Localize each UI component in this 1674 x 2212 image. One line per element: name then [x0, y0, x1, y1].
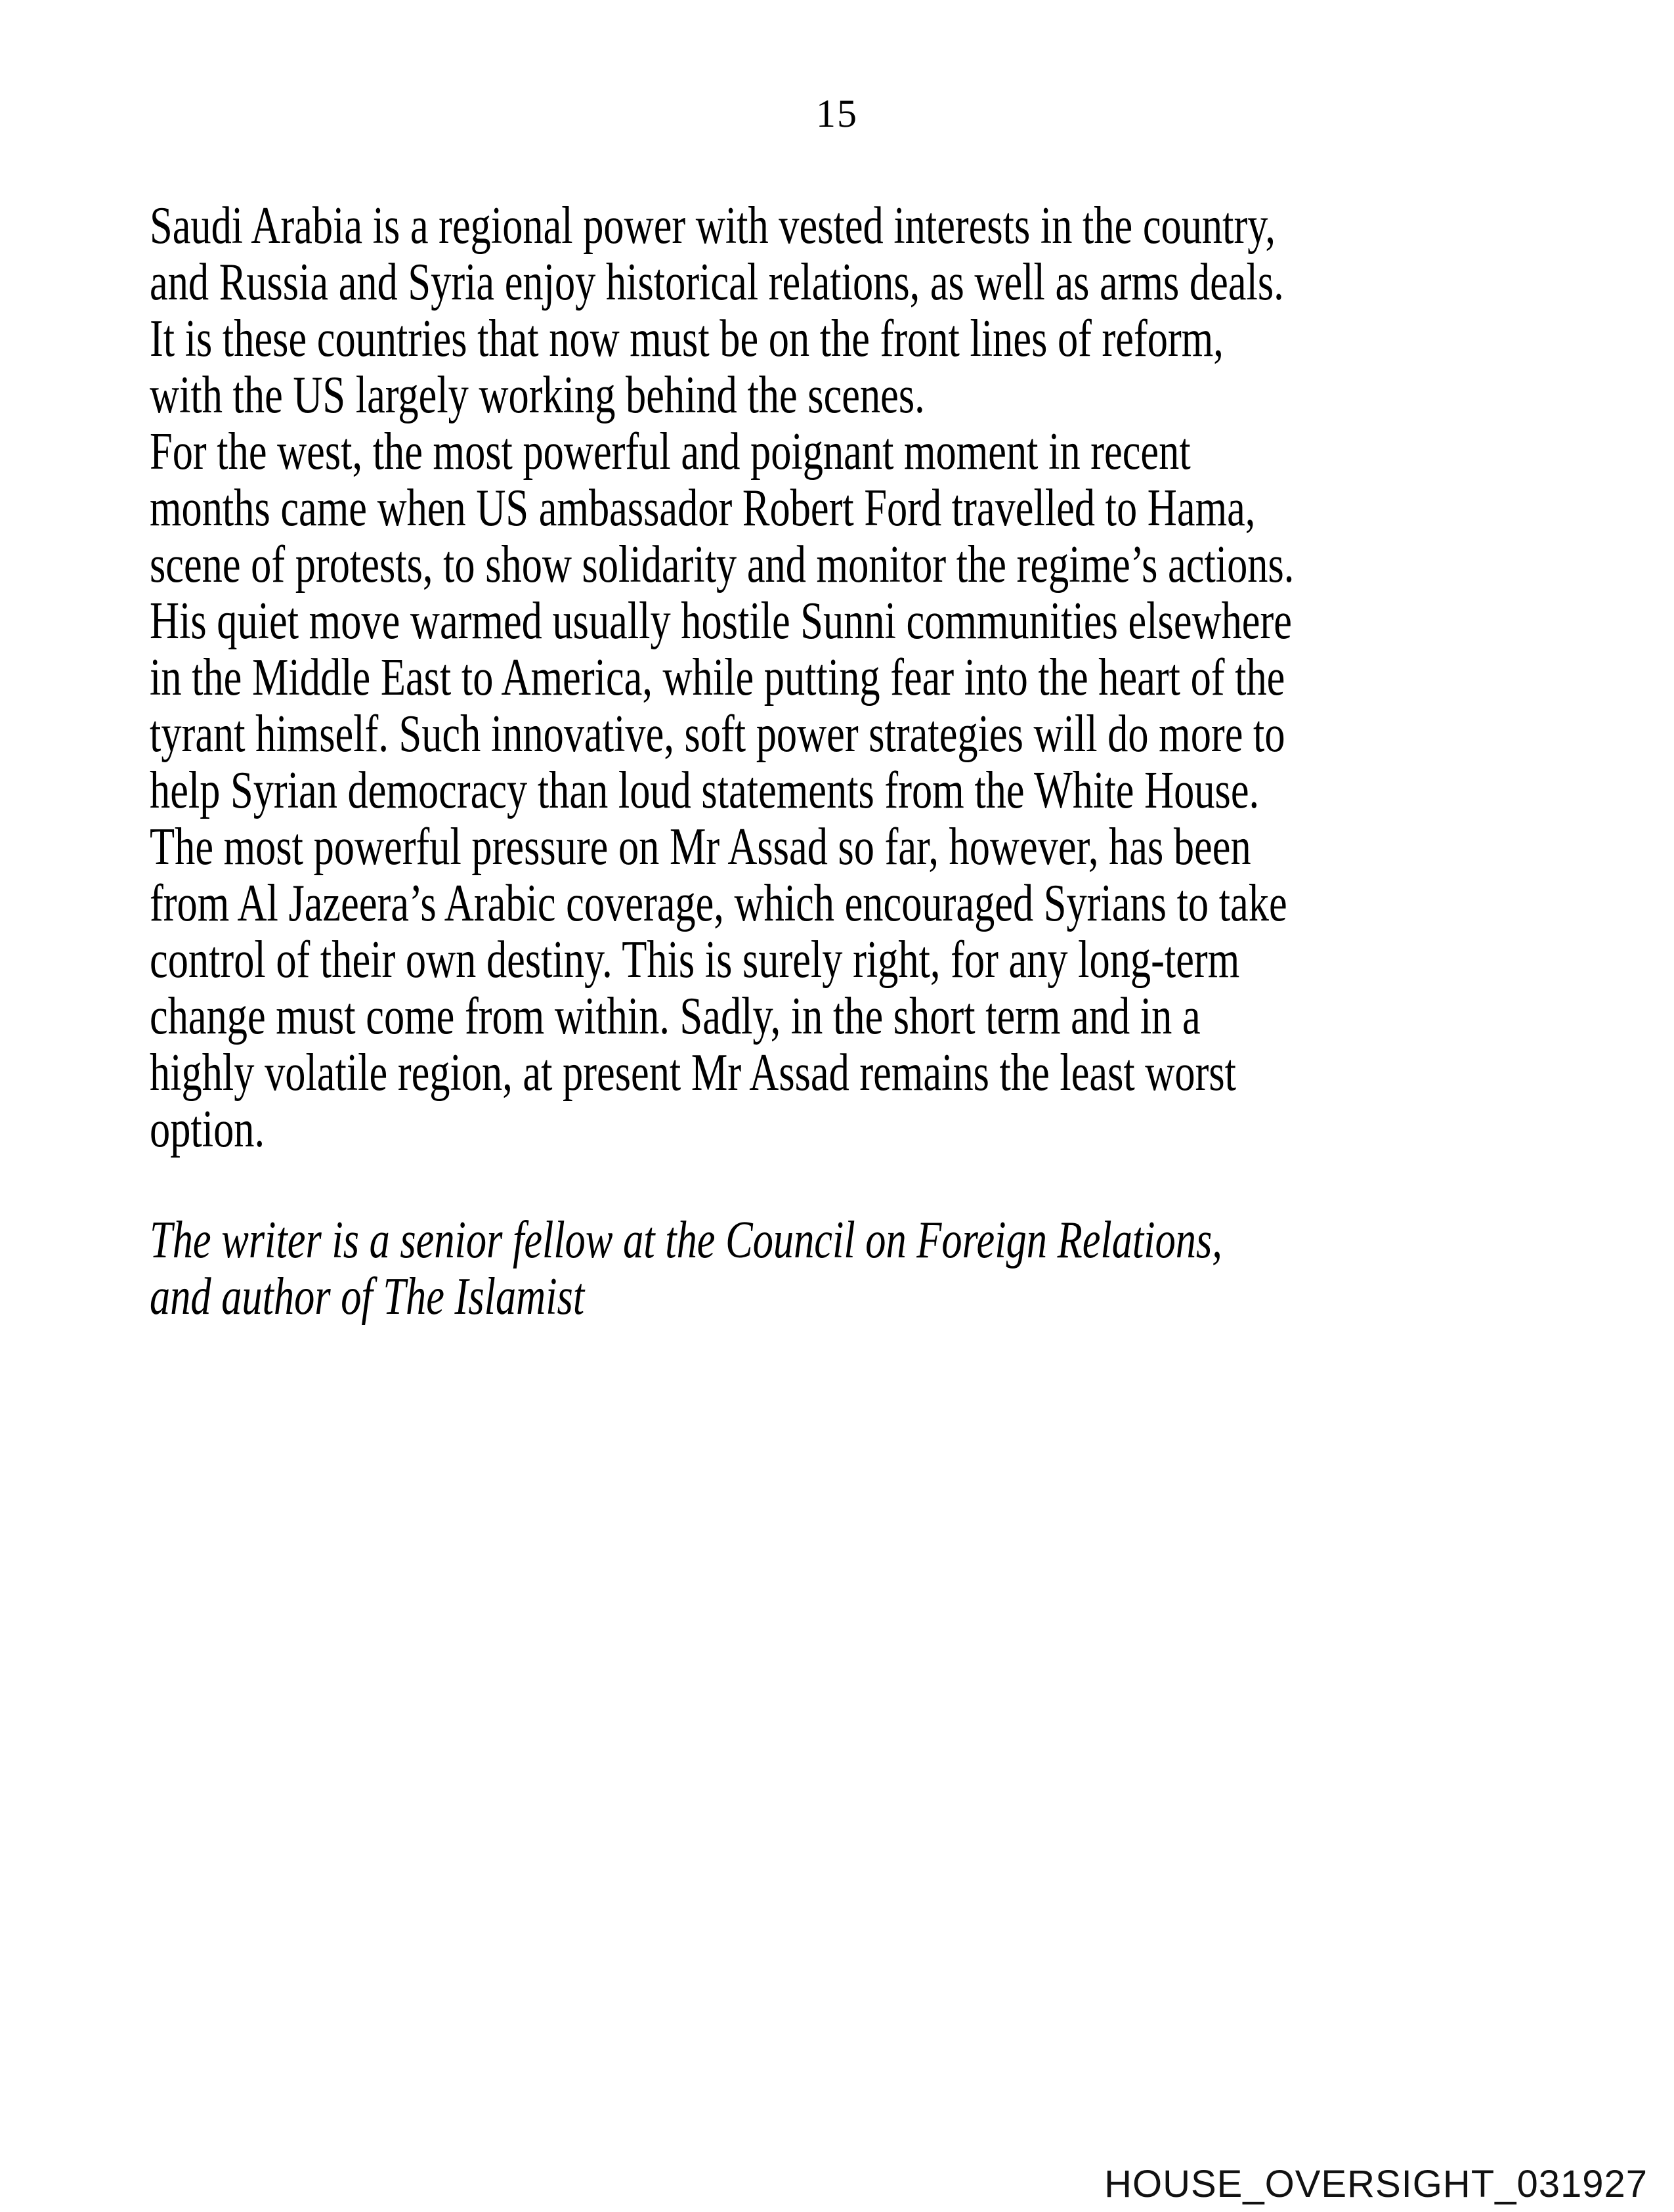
body-text-line: control of their own destiny. This is surely right, for any long-term — [150, 931, 1240, 989]
body-text-line: For the west, the most powerful and poignant moment in recent — [150, 423, 1191, 481]
body-text-line: His quiet move warmed usually hostile Sunni communities elsewhere — [150, 592, 1292, 650]
body-text-line: help Syrian democracy than loud statements from the White House. — [150, 762, 1260, 819]
body-text-line: option. — [150, 1100, 265, 1158]
body-text-line: tyrant himself. Such innovative, soft power strategies will do more to — [150, 705, 1285, 763]
body-text-line: highly volatile region, at present Mr Assad remains the least worst — [150, 1044, 1236, 1102]
body-text-line: in the Middle East to America, while putting fear into the heart of the — [150, 649, 1285, 706]
author-note-line: The writer is a senior fellow at the Council on Foreign Relations, — [150, 1211, 1222, 1269]
body-text-line: months came when US ambassador Robert Ford travelled to Hama, — [150, 479, 1256, 537]
bates-stamp: HOUSE_OVERSIGHT_031927 — [1104, 2163, 1648, 2205]
body-text-line: change must come from within. Sadly, in the short term and in a — [150, 987, 1201, 1045]
body-text-line: and Russia and Syria enjoy historical relations, as well as arms deals. — [150, 253, 1284, 311]
author-note-line: and author of The Islamist — [150, 1268, 585, 1326]
article-body — [150, 198, 1294, 1158]
body-text-line: It is these countries that now must be on the front lines of reform, — [150, 310, 1224, 368]
page-number: 15 — [816, 92, 858, 135]
body-text-line: from Al Jazeera’s Arabic coverage, which encouraged Syrians to take — [150, 875, 1287, 932]
body-text-line: scene of protests, to show solidarity and monitor the regime’s actions. — [150, 536, 1295, 594]
author-note — [150, 1212, 1222, 1325]
body-text-line: The most powerful pressure on Mr Assad so far, however, has been — [150, 818, 1251, 876]
body-text-line: Saudi Arabia is a regional power with vested interests in the country, — [150, 197, 1276, 255]
body-text-line: with the US largely working behind the scenes. — [150, 366, 925, 424]
